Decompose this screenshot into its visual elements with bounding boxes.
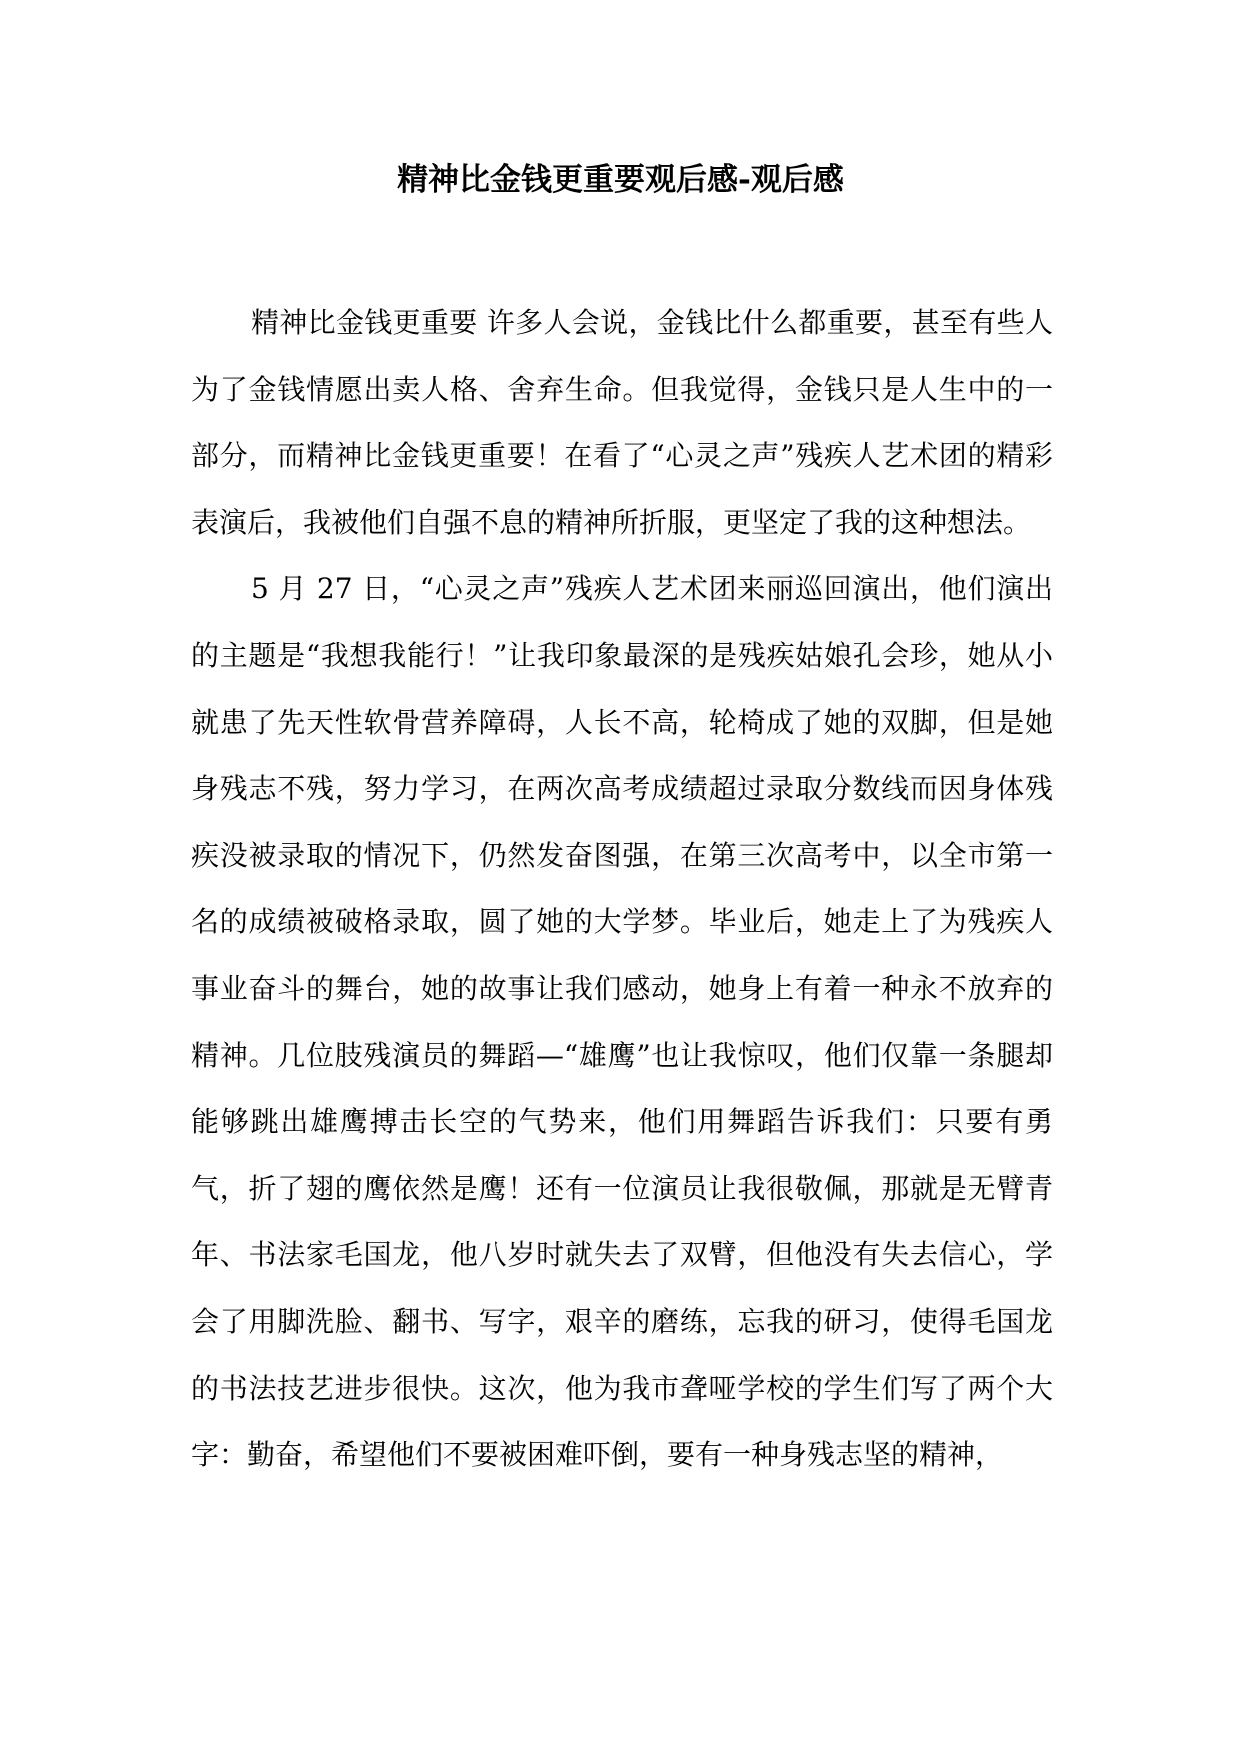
- paragraph-2: 5 月 27 日，“心灵之声”残疾人艺术团来丽巡回演出，他们演出的主题是“我想我能行！”让我印象最深的是残疾姑娘孔会珍，她从小就患了先天性软骨营养障碍，人长不高，轮椅成了她的双脚，但是她身残志不残，努力学习，在两次高考成绩超过录取分数线而因身体残疾没被录取的情况下，仍然发奋图强，在第三次高考中，以全市第一名的成绩被破格录取，圆了她的大学梦。毕业后，她走上了为残疾人事业奋斗的舞台，她的故事让我们感动，她身上有着一种永不放弃的精神。几位肢残演员的舞蹈—“雄鹰”也让我惊叹，他们仅靠一条腿却能够跳出雄鹰搏击长空的气势来，他们用舞蹈告诉我们：只要有勇气，折了翅的鹰依然是鹰！还有一位演员让我很敬佩，那就是无臂青年、书法家毛国龙，他八岁时就失去了双臂，但他没有失去信心，学会了用脚洗脸、翻书、写字，艰辛的磨练，忘我的研习，使得毛国龙的书法技艺进步很快。这次，他为我市聋哑学校的学生们写了两个大字：勤奋，希望他们不要被困难吓倒，要有一种身残志坚的精神，: [191, 572, 1053, 1472]
- document-body: [191, 290, 1053, 1489]
- document-title: 精神比金钱更重要观后感-观后感: [397, 162, 844, 198]
- paragraph-1: 精神比金钱更重要 许多人会说，金钱比什么都重要，甚至有些人为了金钱情愿出卖人格、舍弃生命。但我觉得，金钱只是人生中的一部分，而精神比金钱更重要！在看了“心灵之声”残疾人艺术团的精彩表演后，我被他们自强不息的精神所折服，更坚定了我的这种想法。: [191, 306, 1053, 539]
